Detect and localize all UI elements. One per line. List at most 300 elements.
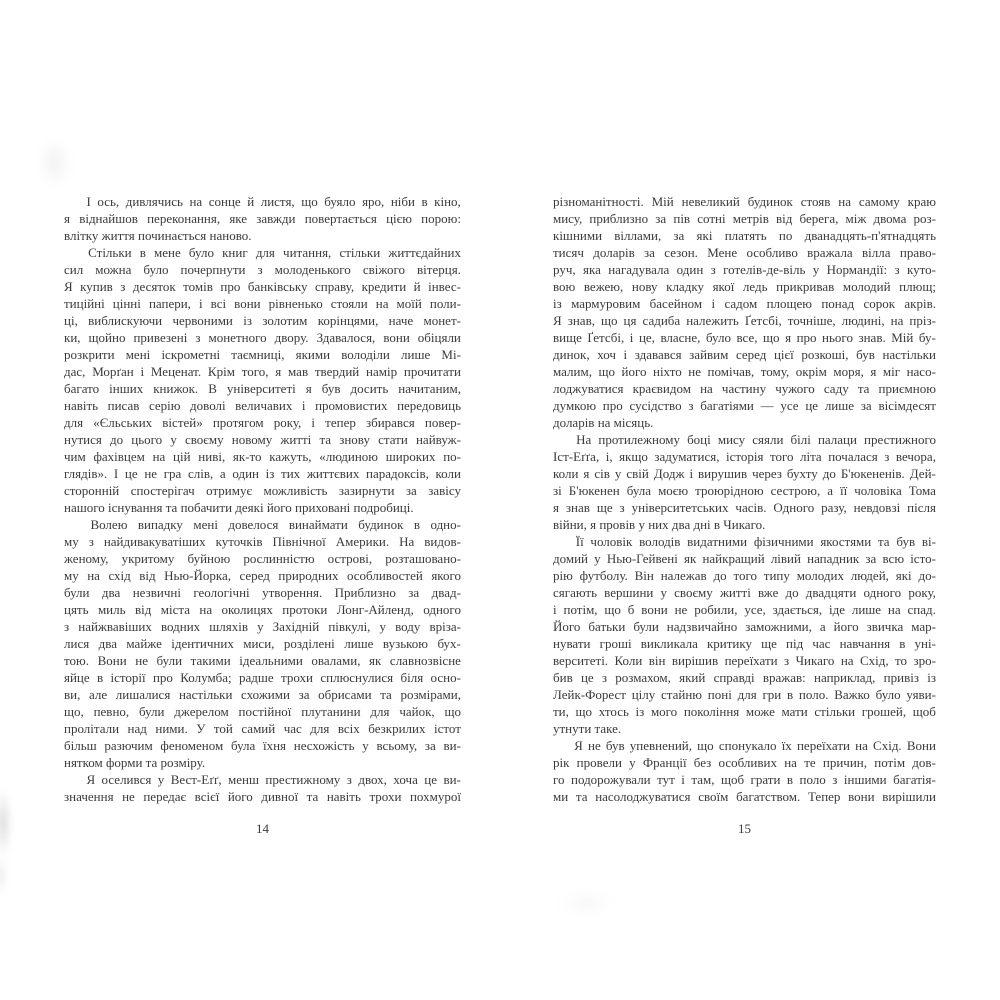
word: цінні — [112, 296, 141, 311]
word: платять — [724, 228, 767, 243]
word: навіть — [326, 789, 361, 804]
word: житті — [719, 585, 751, 600]
word: особливостей — [346, 568, 423, 583]
word: лише — [401, 347, 431, 362]
word: були — [64, 585, 90, 600]
word: овалами, — [311, 653, 361, 668]
word: чайок, — [399, 704, 435, 719]
word: переконання, — [147, 211, 221, 226]
text-line — [553, 669, 936, 686]
word: міг — [882, 364, 901, 379]
word: з — [710, 262, 716, 277]
word: парадоксів, — [365, 466, 429, 481]
word: щойно — [88, 330, 126, 345]
word: рік — [553, 755, 570, 770]
word: верситеті. — [553, 653, 609, 668]
text-line — [553, 550, 936, 567]
word: була — [626, 483, 652, 498]
text-line: війни, я провів у них два дні в Чикаго. — [553, 517, 766, 532]
word: власне, — [660, 330, 701, 345]
word: твердий — [314, 364, 360, 379]
text-line — [553, 244, 936, 261]
word: стільки — [339, 245, 381, 260]
word: між — [845, 211, 867, 226]
word: чим — [64, 449, 86, 464]
word: Мій — [651, 194, 674, 209]
word: яро, — [362, 194, 385, 209]
word: мису — [717, 432, 746, 447]
text-line: нашого існування та побачити деякі його приховані подробиці. — [64, 500, 414, 515]
word: в — [787, 687, 794, 702]
word: схожими — [241, 687, 290, 702]
word: яке — [229, 211, 248, 226]
text-line — [553, 601, 936, 618]
word: самий — [241, 721, 276, 736]
word: значення — [64, 789, 114, 804]
word: завжди — [256, 211, 296, 226]
word: і, — [605, 449, 613, 464]
word: вріза- — [429, 619, 461, 634]
word: винаймати — [288, 517, 348, 532]
word: папери, — [148, 296, 191, 311]
word: належав — [660, 568, 707, 583]
text-line — [553, 380, 936, 397]
word: що — [604, 602, 621, 617]
word: з — [601, 670, 608, 685]
text-line — [553, 584, 936, 601]
word: в — [139, 245, 146, 260]
text-line: влітку життя починається наново. — [64, 228, 252, 243]
word: у — [379, 619, 387, 634]
word: писав — [107, 398, 140, 413]
word: воду — [395, 619, 421, 634]
word: вежею, — [583, 279, 624, 294]
word: навіть — [64, 398, 99, 413]
word: у — [660, 585, 668, 600]
word: престижному — [265, 772, 341, 787]
text-line — [553, 363, 936, 380]
word: нагадувала — [608, 262, 670, 277]
text-line — [64, 567, 461, 584]
word: і — [689, 466, 694, 481]
word: більш — [64, 738, 97, 753]
word: Коли — [614, 653, 643, 668]
word: кішними — [553, 228, 603, 243]
word: все, — [736, 330, 758, 345]
word: будинок — [747, 194, 793, 209]
word: певно, — [93, 704, 130, 719]
word: розмахом, — [615, 670, 671, 685]
word: Б'юкенен — [568, 483, 620, 498]
word: іншими — [843, 772, 887, 787]
text-line — [64, 669, 461, 686]
word: людей, — [850, 568, 889, 583]
word: Б'юкененів. — [840, 466, 905, 481]
word: час — [283, 721, 302, 736]
word: Іст-Еґґа, — [553, 449, 600, 464]
word: на — [700, 381, 713, 396]
word: садом — [724, 296, 758, 311]
word: в — [413, 517, 420, 532]
word: моїй — [396, 296, 422, 311]
word: похмурої — [409, 789, 461, 804]
word: ки, — [64, 330, 81, 345]
text-line — [64, 346, 461, 363]
word: миси, — [243, 636, 275, 651]
word: їх — [781, 738, 792, 753]
scan-smudge — [0, 855, 6, 895]
word: час — [812, 636, 831, 651]
word: якщо — [619, 449, 648, 464]
word: гри — [762, 687, 782, 702]
word: садиба — [642, 313, 681, 328]
word: розташовано- — [385, 551, 461, 566]
word: хтось — [598, 704, 629, 719]
word: помічав, — [707, 364, 755, 379]
word: і — [711, 296, 716, 311]
word: Мій — [891, 330, 914, 345]
word: до — [713, 568, 727, 583]
word: у — [257, 619, 264, 634]
word: лише — [851, 602, 882, 617]
word: чоловік — [590, 534, 633, 549]
word: В — [208, 381, 217, 396]
word: Я — [553, 313, 562, 328]
word: по- — [443, 449, 461, 464]
word: Америки. — [335, 534, 390, 549]
word: джерелом — [174, 704, 229, 719]
word: всю — [882, 551, 905, 566]
word: грошей, — [861, 704, 907, 719]
word: насо- — [906, 364, 936, 379]
word: знав. — [858, 330, 886, 345]
word: приємною — [878, 381, 936, 396]
word: невеликий — [681, 194, 740, 209]
word: отримує — [206, 483, 253, 498]
text-line — [553, 227, 936, 244]
text-line — [64, 788, 461, 805]
word: Здавалося, — [316, 330, 376, 345]
text-line — [553, 295, 936, 312]
word: несхожість — [293, 738, 355, 753]
word: істо- — [910, 551, 936, 566]
word: вілла — [862, 245, 891, 260]
word: білі — [790, 432, 811, 447]
scan-smudge — [38, 138, 72, 188]
text-line — [64, 210, 461, 227]
word: я — [870, 364, 877, 379]
word: настільки — [882, 347, 936, 362]
word: що — [301, 194, 318, 209]
word: тиційні — [64, 296, 105, 311]
word: до — [822, 466, 836, 481]
word: а — [827, 483, 833, 498]
word: утворення. — [262, 585, 323, 600]
word: видов- — [424, 534, 461, 549]
word: рослинністю — [243, 551, 315, 566]
word: постійної — [238, 704, 292, 719]
word: й — [413, 279, 421, 294]
word: околицях — [221, 602, 273, 617]
word: рію — [553, 568, 573, 583]
word: Він — [634, 568, 654, 583]
word: на — [855, 738, 868, 753]
word: окрім — [795, 364, 827, 379]
word: на — [840, 653, 854, 668]
text-line — [64, 635, 461, 652]
word: лися — [64, 636, 90, 651]
word: ти, — [553, 704, 569, 719]
word: домий — [553, 551, 589, 566]
word: тому, — [760, 364, 790, 379]
word: вечора, — [895, 449, 936, 464]
word: півкулі, — [328, 619, 371, 634]
word: пів — [673, 211, 691, 226]
scan-smudge — [0, 788, 10, 858]
word: та — [857, 381, 870, 396]
word: футболу. — [579, 568, 628, 583]
page-number-right: 15 — [738, 821, 751, 836]
word: віллами, — [614, 228, 662, 243]
word: один — [232, 466, 259, 481]
word: найкращий — [702, 551, 765, 566]
word: різноманітності. — [553, 194, 644, 209]
word: віднайшов — [79, 211, 138, 226]
text-line — [64, 295, 461, 312]
word: особливо — [746, 245, 798, 260]
text-line — [64, 312, 461, 329]
word: із — [265, 466, 275, 481]
word: що — [601, 313, 618, 328]
word: чоловіка — [854, 483, 902, 498]
word: тисяч — [553, 245, 584, 260]
word: настільки — [178, 687, 233, 702]
word: ними. — [155, 721, 188, 736]
word: нову — [631, 279, 658, 294]
text-line: нятком форми та розміру. — [64, 755, 206, 770]
word: грати — [750, 772, 781, 787]
word: з — [195, 330, 201, 345]
word: женому, — [64, 551, 109, 566]
text-line — [64, 533, 461, 550]
word: з — [64, 619, 70, 634]
word: до — [785, 585, 799, 600]
word: потім, — [563, 602, 598, 617]
word: На — [399, 534, 415, 549]
word: через — [752, 466, 782, 481]
text-line — [64, 431, 461, 448]
word: року, — [273, 415, 302, 430]
word: істот — [434, 721, 461, 736]
word: для — [370, 704, 390, 719]
word: здавався — [634, 347, 682, 362]
word: навчання — [839, 636, 891, 651]
word: славнозвісне — [389, 653, 461, 668]
page-right-text — [553, 193, 936, 805]
word: двома — [873, 211, 907, 226]
word: це — [580, 670, 594, 685]
word: університетських — [631, 500, 729, 515]
word: точніше, — [787, 313, 836, 328]
text-line — [64, 363, 461, 380]
word: заможними, — [745, 619, 812, 634]
word: та — [380, 687, 392, 702]
word: Колумба; — [180, 670, 232, 685]
word: ледь — [742, 279, 768, 294]
word: до — [110, 432, 124, 447]
word: Приблизно — [334, 585, 396, 600]
word: та — [575, 789, 588, 804]
word: завісу — [428, 483, 461, 498]
word: моря, — [833, 364, 864, 379]
word: причин, — [822, 755, 867, 770]
word: прикривав — [776, 279, 835, 294]
text-line — [553, 533, 936, 550]
word: з — [832, 772, 838, 787]
word: хоча — [393, 772, 418, 787]
word: вони — [383, 330, 410, 345]
word: острові, — [327, 551, 373, 566]
word: стояли — [330, 296, 368, 311]
word: вою — [553, 279, 576, 294]
word: вирішив — [671, 653, 719, 668]
word: із — [243, 313, 252, 328]
word: інших — [109, 381, 144, 396]
word: доларів — [593, 245, 635, 260]
word: лише — [824, 398, 855, 413]
word: мене — [154, 245, 181, 260]
word: і — [629, 330, 634, 345]
word: цілу — [631, 687, 656, 702]
word: своєму — [184, 432, 224, 447]
scan-smudge — [556, 890, 616, 916]
text-line — [553, 448, 936, 465]
page-left-text — [64, 193, 461, 805]
word: схід — [108, 568, 131, 583]
word: на — [838, 194, 852, 209]
word: банківську — [247, 279, 308, 294]
word: з — [894, 262, 900, 277]
word: Волею — [90, 517, 128, 532]
word: на — [890, 313, 904, 328]
word: зазирнути — [338, 483, 395, 498]
word: троюрідною — [695, 483, 764, 498]
word: за — [408, 585, 420, 600]
word: як-то — [232, 449, 262, 464]
word: у — [614, 466, 622, 481]
word: один — [676, 262, 704, 277]
word: з — [257, 262, 263, 277]
word: молоденького — [274, 262, 351, 277]
word: від — [139, 568, 156, 583]
word: викликала — [640, 636, 698, 651]
word: поли- — [429, 296, 461, 311]
word: листя, — [260, 194, 295, 209]
word: кажуть, — [269, 449, 312, 464]
word: приблизно — [589, 211, 649, 226]
word: насолоджуватися — [595, 789, 691, 804]
word: їхня — [262, 738, 287, 753]
word: й — [247, 194, 255, 209]
text-line — [64, 465, 461, 482]
word: думкою — [553, 398, 597, 413]
word: глядів». — [64, 466, 108, 481]
text-line — [553, 210, 936, 227]
word: не — [587, 738, 601, 753]
word: майже — [126, 636, 162, 651]
text-line — [64, 278, 461, 295]
word: миль — [97, 602, 126, 617]
word: Вони — [906, 738, 936, 753]
word: спад. — [907, 602, 936, 617]
word: акрів. — [904, 296, 936, 311]
text-line: утнути таке. — [553, 721, 622, 736]
word: уяви- — [906, 687, 936, 702]
word: а — [819, 619, 826, 634]
word: вони — [848, 789, 875, 804]
word: понад — [821, 296, 855, 311]
word: з — [88, 534, 94, 549]
word: бив — [553, 670, 573, 685]
word: але — [88, 687, 108, 702]
word: був — [896, 534, 916, 549]
text-line — [64, 414, 461, 431]
word: лишалися — [115, 687, 171, 702]
word: це — [124, 466, 138, 481]
word: вістей» — [162, 415, 203, 430]
word: невдовзі — [853, 500, 901, 515]
word: був — [856, 347, 875, 362]
word: Його — [553, 619, 581, 634]
word: історії — [110, 670, 146, 685]
word: найжвавіших — [78, 619, 152, 634]
word: зайвим — [689, 347, 729, 362]
word: того — [733, 568, 757, 583]
word: гра — [163, 466, 182, 481]
word: мису, — [553, 211, 583, 226]
word: Нью-Гейвені — [606, 551, 678, 566]
word: два — [98, 636, 117, 651]
page-number-left: 14 — [256, 821, 269, 836]
word: Вони — [97, 653, 127, 668]
word: за — [424, 738, 436, 753]
word: слів, — [187, 466, 214, 481]
word: спостерігач — [130, 483, 195, 498]
word: моєю — [658, 483, 689, 498]
word: книжок. — [153, 381, 199, 396]
word: обрисами — [318, 687, 372, 702]
text-line — [553, 788, 936, 805]
word: рівненько — [268, 296, 323, 311]
word: протоки — [282, 602, 328, 617]
word: хоч — [597, 347, 616, 362]
word: задуматися, — [654, 449, 720, 464]
text-line — [64, 397, 461, 414]
word: повер- — [424, 415, 461, 430]
word: для — [310, 721, 330, 736]
word: за — [673, 228, 685, 243]
text-line — [553, 278, 936, 295]
word: по — [778, 228, 793, 243]
word: з — [346, 772, 352, 787]
word: університеті — [226, 381, 296, 396]
word: цього — [131, 432, 163, 447]
word: краю — [907, 194, 936, 209]
word: не — [135, 653, 148, 668]
word: краєвидом — [632, 381, 691, 396]
word: червоними — [172, 313, 233, 328]
word: гроші — [599, 636, 632, 651]
